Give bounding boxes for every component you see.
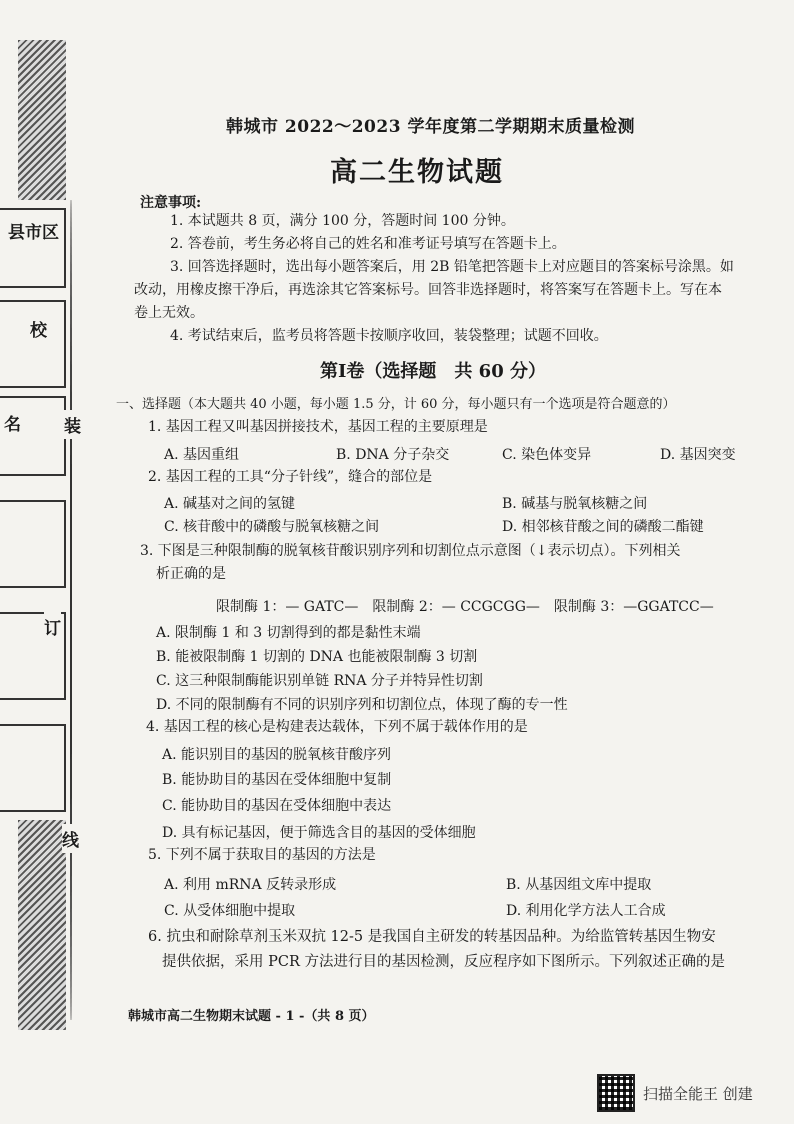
blank-box-1 [0, 500, 66, 588]
q3-option-a: A. 限制酶 1 和 3 切割得到的都是黏性末端 [156, 625, 421, 641]
enzyme-sequences: 限制酶 1：— GATC— 限制酶 2：— CCGCGG— 限制酶 3：—GGATCC— [216, 599, 714, 615]
blank-box-3 [0, 724, 66, 812]
q2-option-d: D. 相邻核苷酸之间的磷酸二酯键 [502, 519, 704, 535]
binding-char-xian: 线 [62, 824, 79, 853]
q5-option-b: B. 从基因组文库中提取 [506, 877, 652, 893]
binding-margin [0, 0, 120, 1124]
q5-option-a: A. 利用 mRNA 反转录形成 [164, 877, 337, 893]
section-heading: 第Ⅰ卷（选择题 共 60 分） [320, 361, 547, 382]
binding-char-ding: 订 [44, 612, 61, 641]
q4-option-d: D. 具有标记基因，便于筛选含目的基因的受体细胞 [162, 825, 476, 841]
q1-option-a: A. 基因重组 [164, 447, 240, 463]
scan-hatch-top [18, 40, 66, 200]
school-label: 校 [30, 321, 47, 341]
q3-stem: 3. 下图是三种限制酶的脱氧核苷酸识别序列和切割位点示意图（↓表示切点）。下列相关 [140, 543, 681, 559]
q3-stem-cont: 析正确的是 [156, 566, 226, 582]
notice-item-3-cont: 改动，用橡皮擦干净后，再选涂其它答案标号。回答非选择题时，将答案写在答题卡上。写在本 [134, 282, 722, 298]
name-label: 名 [4, 415, 21, 435]
q1-option-d: D. 基因突变 [660, 447, 736, 463]
q1-option-b: B. DNA 分子杂交 [336, 447, 450, 463]
school-box [0, 300, 66, 388]
watermark-text: 扫描全能王 创建 [643, 1084, 753, 1103]
notice-item-2: 2. 答卷前，考生务必将自己的姓名和准考证号填写在答题卡上。 [170, 236, 566, 252]
q5-option-d: D. 利用化学方法人工合成 [506, 903, 666, 919]
q3-option-b: B. 能被限制酶 1 切割的 DNA 也能被限制酶 3 切割 [156, 649, 478, 665]
binding-line [70, 200, 72, 1020]
q4-option-a: A. 能识别目的基因的脱氧核苷酸序列 [162, 747, 392, 763]
q3-option-c: C. 这三种限制酶能识别单链 RNA 分子并特异性切割 [156, 673, 483, 689]
scan-hatch-bottom [18, 820, 66, 1030]
notice-heading: 注意事项: [140, 195, 202, 211]
q2-option-a: A. 碱基对之间的氢键 [164, 496, 296, 512]
q2-option-c: C. 核苷酸中的磷酸与脱氧核糖之间 [164, 519, 380, 535]
q4-option-b: B. 能协助目的基因在受体细胞中复制 [162, 772, 392, 788]
q3-option-d: D. 不同的限制酶有不同的识别序列和切割位点，体现了酶的专一性 [156, 697, 568, 713]
qr-code-icon [597, 1074, 635, 1112]
q5-stem: 5. 下列不属于获取目的基因的方法是 [148, 847, 376, 863]
scanner-watermark [597, 1074, 753, 1112]
q6-stem: 6. 抗虫和耐除草剂玉米双抗 12-5 是我国自主研发的转基因品种。为给监管转基因生物安 [148, 929, 716, 945]
section-instruction: 一、选择题（本大题共 40 小题，每小题 1.5 分，计 60 分，每小题只有一个选项是符合题意的） [116, 397, 676, 412]
page-footer: 韩城市高二生物期末试题 - 1 -（共 8 页） [128, 1009, 375, 1024]
q2-stem: 2. 基因工程的工具“分子针线”，缝合的部位是 [148, 469, 433, 485]
exam-title: 韩城市 2022～2023 学年度第二学期期末质量检测 [226, 117, 635, 137]
district-label: 县市区 [8, 223, 59, 243]
q4-stem: 4. 基因工程的核心是构建表达载体，下列不属于载体作用的是 [146, 719, 528, 735]
q2-option-b: B. 碱基与脱氧核糖之间 [502, 496, 648, 512]
q1-stem: 1. 基因工程又叫基因拼接技术，基因工程的主要原理是 [148, 419, 488, 435]
binding-char-zhuang: 装 [64, 410, 81, 439]
notice-item-4: 4. 考试结束后，监考员将答题卡按顺序收回，装袋整理；试题不回收。 [170, 328, 608, 344]
q5-option-c: C. 从受体细胞中提取 [164, 903, 296, 919]
notice-item-1: 1. 本试题共 8 页，满分 100 分，答题时间 100 分钟。 [170, 213, 515, 229]
q4-option-c: C. 能协助目的基因在受体细胞中表达 [162, 798, 392, 814]
name-box [0, 396, 66, 476]
notice-item-3: 3. 回答选择题时，选出每小题答案后，用 2B 铅笔把答题卡上对应题目的答案标号涂黑。如 [170, 259, 734, 275]
subject-title: 高二生物试题 [330, 157, 504, 188]
q6-stem-cont: 提供依据，采用 PCR 方法进行目的基因检测，反应程序如下图所示。下列叙述正确的是 [162, 954, 725, 970]
notice-item-3-end: 卷上无效。 [134, 305, 204, 321]
q1-option-c: C. 染色体变异 [502, 447, 592, 463]
